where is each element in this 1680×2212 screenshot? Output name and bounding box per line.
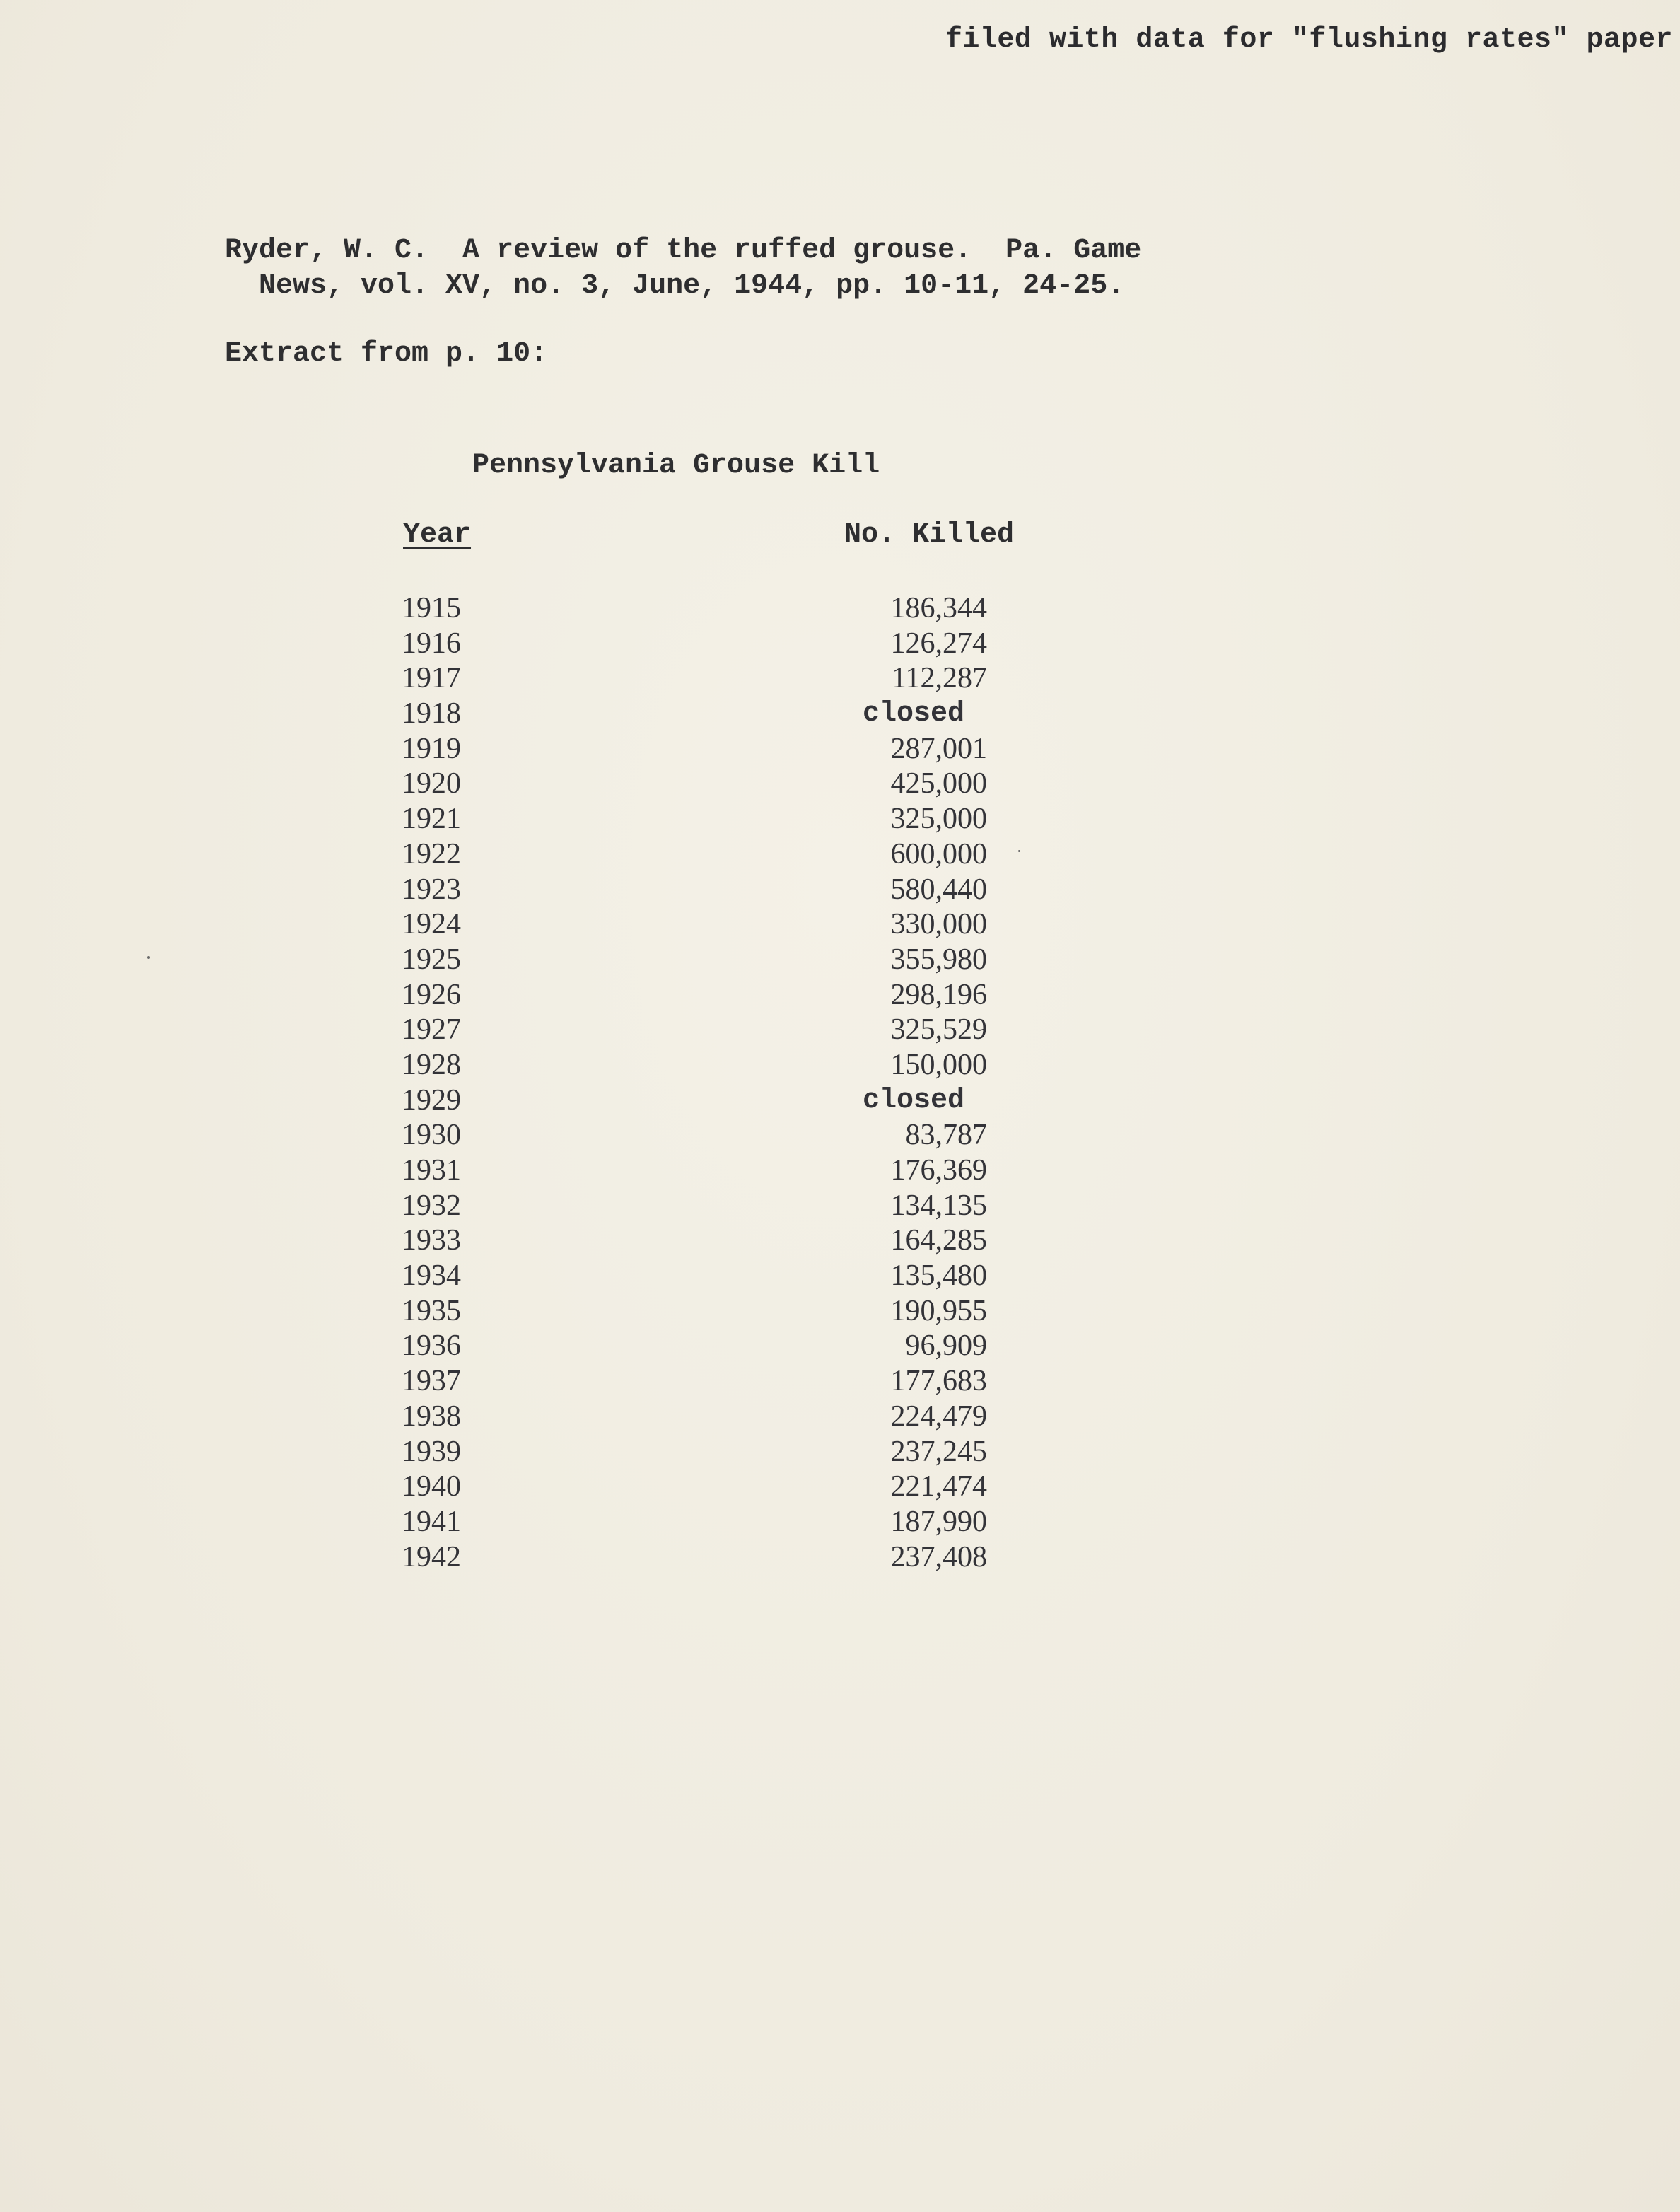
extract-label: Extract from p. 10: [225, 338, 548, 370]
year-cell: 1937 [402, 1365, 461, 1398]
killed-cell: 190,955 [890, 1294, 987, 1327]
killed-cell: 135,480 [890, 1259, 987, 1293]
table-row [0, 1329, 1680, 1364]
citation-line-2: News, vol. XV, no. 3, June, 1944, pp. 10-11, 24-25. [259, 270, 1125, 302]
killed-cell: 126,274 [890, 627, 987, 660]
killed-cell: 83,787 [905, 1119, 987, 1152]
table-row [0, 1118, 1680, 1153]
filing-note: filed with data for "flushing rates" paper [945, 24, 1673, 56]
citation [225, 233, 1141, 304]
killed-cell: 187,990 [890, 1505, 987, 1538]
table-row [0, 1294, 1680, 1329]
killed-cell: 355,980 [890, 943, 987, 976]
grouse-kill-table [0, 591, 1680, 1575]
column-header-killed: No. Killed [844, 519, 1015, 551]
table-row [0, 1540, 1680, 1576]
killed-cell: 325,529 [890, 1013, 987, 1047]
year-cell: 1939 [402, 1435, 461, 1468]
table-row [0, 873, 1680, 908]
year-cell: 1940 [402, 1470, 461, 1503]
table-row [0, 1364, 1680, 1399]
table-row [0, 732, 1680, 767]
year-cell: 1920 [402, 767, 461, 801]
year-cell: 1931 [402, 1154, 461, 1187]
year-cell: 1933 [402, 1224, 461, 1257]
year-cell: 1918 [402, 697, 461, 730]
table-row [0, 978, 1680, 1013]
year-cell: 1938 [402, 1399, 461, 1433]
killed-cell: 600,000 [890, 837, 987, 871]
year-cell: 1936 [402, 1329, 461, 1363]
killed-cell: 186,344 [890, 592, 987, 624]
table-row [0, 1435, 1680, 1470]
year-cell: 1919 [402, 732, 461, 765]
year-cell: 1923 [402, 873, 461, 906]
year-cell: 1942 [402, 1540, 461, 1573]
table-row [0, 1223, 1680, 1259]
killed-cell: 325,000 [890, 803, 987, 836]
citation-line-1: Ryder, W. C. A review of the ruffed grouse. Pa. Game [225, 235, 1142, 267]
year-cell: 1924 [402, 908, 461, 941]
killed-cell: 425,000 [890, 767, 987, 801]
killed-cell: 150,000 [890, 1048, 987, 1081]
year-cell: 1929 [402, 1083, 461, 1117]
table-row [0, 837, 1680, 873]
year-cell: 1928 [402, 1048, 461, 1081]
table-row [0, 661, 1680, 697]
killed-cell: 96,909 [905, 1329, 987, 1363]
year-cell: 1925 [402, 943, 461, 976]
killed-cell: 134,135 [890, 1189, 987, 1222]
table-row [0, 767, 1680, 802]
year-cell: 1941 [402, 1505, 461, 1538]
year-cell: 1930 [402, 1119, 461, 1152]
table-row [0, 1189, 1680, 1224]
year-cell: 1922 [402, 837, 461, 871]
table-row [0, 627, 1680, 662]
killed-cell: 580,440 [890, 873, 987, 906]
killed-cell: 221,474 [890, 1470, 987, 1503]
killed-cell: 176,369 [890, 1154, 987, 1187]
killed-cell: 237,408 [890, 1540, 987, 1573]
year-cell: 1921 [402, 803, 461, 836]
killed-cell: closed [863, 698, 965, 730]
table-row [0, 1399, 1680, 1435]
killed-cell: 224,479 [890, 1399, 987, 1433]
table-row [0, 1259, 1680, 1294]
killed-cell: 237,245 [890, 1435, 987, 1468]
table-row [0, 591, 1680, 627]
table-row [0, 907, 1680, 943]
year-cell: 1917 [402, 662, 461, 695]
paper-speck [147, 956, 150, 959]
table-row [0, 697, 1680, 732]
column-header-year: Year [403, 519, 472, 551]
table-row [0, 1469, 1680, 1505]
year-cell: 1934 [402, 1259, 461, 1293]
year-cell: 1916 [402, 627, 461, 660]
year-cell: 1915 [402, 592, 461, 624]
killed-cell: 330,000 [890, 908, 987, 941]
table-row [0, 1505, 1680, 1540]
killed-cell: 177,683 [890, 1365, 987, 1398]
killed-cell: 298,196 [890, 978, 987, 1011]
year-cell: 1926 [402, 978, 461, 1011]
killed-cell: 287,001 [890, 732, 987, 765]
table-title: Pennsylvania Grouse Kill [472, 450, 880, 482]
table-row [0, 802, 1680, 837]
table-row [0, 1083, 1680, 1119]
paper-speck [1018, 850, 1020, 852]
killed-cell: 164,285 [890, 1224, 987, 1257]
killed-cell: 112,287 [892, 662, 987, 695]
table-row [0, 943, 1680, 978]
table-row [0, 1048, 1680, 1083]
year-cell: 1935 [402, 1294, 461, 1327]
killed-cell: closed [863, 1084, 965, 1117]
table-row [0, 1013, 1680, 1048]
year-cell: 1932 [402, 1189, 461, 1222]
year-cell: 1927 [402, 1013, 461, 1047]
table-row [0, 1153, 1680, 1189]
